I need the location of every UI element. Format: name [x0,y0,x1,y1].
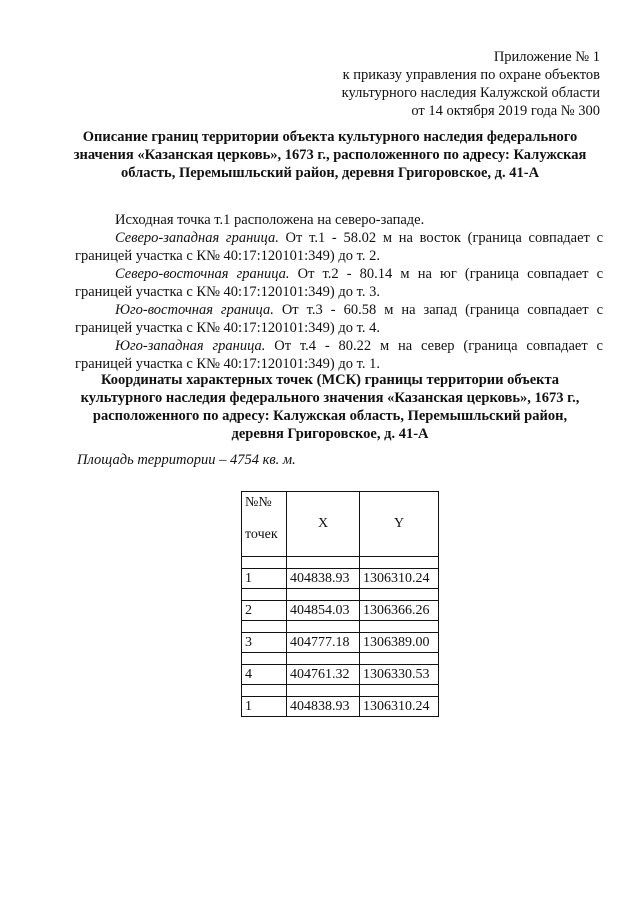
point-x: 404761.32 [287,665,360,685]
point-number: 1 [242,697,287,717]
northwest-boundary-label: Северо-западная граница. [115,230,279,246]
point-y: 1306310.24 [360,569,439,589]
table-spacer-row [242,557,439,569]
appendix-line: к приказу управления по охране объектов [342,67,600,83]
header-x: X [287,492,360,557]
point-x: 404838.93 [287,569,360,589]
southwest-boundary-text: От т.4 - 80.22 м на север (граница совпадает с границей участка с К№ 40:17:120101:349) до т. 1. [75,338,603,372]
point-number: 4 [242,665,287,685]
header-point-number [242,492,287,557]
table-spacer-row [242,589,439,601]
appendix-line: Приложение № 1 [493,49,600,65]
boundary-description [75,211,603,373]
table-spacer-row [242,621,439,633]
point-number: 1 [242,569,287,589]
northwest-boundary-paragraph [75,229,603,265]
table-spacer-row [242,653,439,665]
point-y: 1306389.00 [360,633,439,653]
table-row [242,665,439,685]
header-num-line2: точек [245,527,278,542]
coordinates-title: Координаты характерных точек (МСК) границы территории объекта культурного наследия федерального значения «Казанская церковь», 1673 г., расположенного по адресу: Калужская область, Перемышльский район, деревня Григоровское, д. 41-А [80,372,580,442]
point-y: 1306366.26 [360,601,439,621]
point-y: 1306330.53 [360,665,439,685]
point-x: 404838.93 [287,697,360,717]
header-y: Y [360,492,439,557]
boundary-description-title: Описание границ территории объекта культурного наследия федерального значения «Казанская церковь», 1673 г., расположенного по адресу: Калужская область, Перемышльский район, деревня Григоровское, д. 41-А [73,129,587,181]
southeast-boundary-paragraph [75,301,603,337]
point-x: 404777.18 [287,633,360,653]
point-number: 3 [242,633,287,653]
southwest-boundary-paragraph [75,337,603,373]
northeast-boundary-label: Северо-восточная граница. [115,266,290,282]
appendix-line: культурного наследия Калужской области [341,85,600,101]
southeast-boundary-label: Юго-восточная граница. [115,302,274,318]
table-row [242,569,439,589]
point-x: 404854.03 [287,601,360,621]
appendix-header [342,48,600,120]
header-num-line1: №№ [245,495,272,510]
table-row [242,697,439,717]
start-point-paragraph: Исходная точка т.1 расположена на северо-западе. [115,212,425,228]
point-number: 2 [242,601,287,621]
table-spacer-row [242,685,439,697]
point-y: 1306310.24 [360,697,439,717]
table-header-row [242,492,439,557]
southeast-boundary-text: От т.3 - 60.58 м на запад (граница совпадает с границей участка с К№ 40:17:120101:349) до т. 4. [75,302,603,336]
northeast-boundary-text: От т.2 - 80.14 м на юг (граница совпадает с границей участка с К№ 40:17:120101:349) до т. 3. [75,266,603,300]
northwest-boundary-text: От т.1 - 58.02 м на восток (граница совпадает с границей участка с К№ 40:17:120101:349) до т. 2. [75,230,604,264]
territory-area: Площадь территории – 4754 кв. м. [77,452,296,468]
coordinates-table [241,491,439,717]
table-row [242,601,439,621]
appendix-line: от 14 октября 2019 года № 300 [411,103,600,119]
northeast-boundary-paragraph [75,265,603,301]
table-row [242,633,439,653]
southwest-boundary-label: Юго-западная граница. [115,338,266,354]
